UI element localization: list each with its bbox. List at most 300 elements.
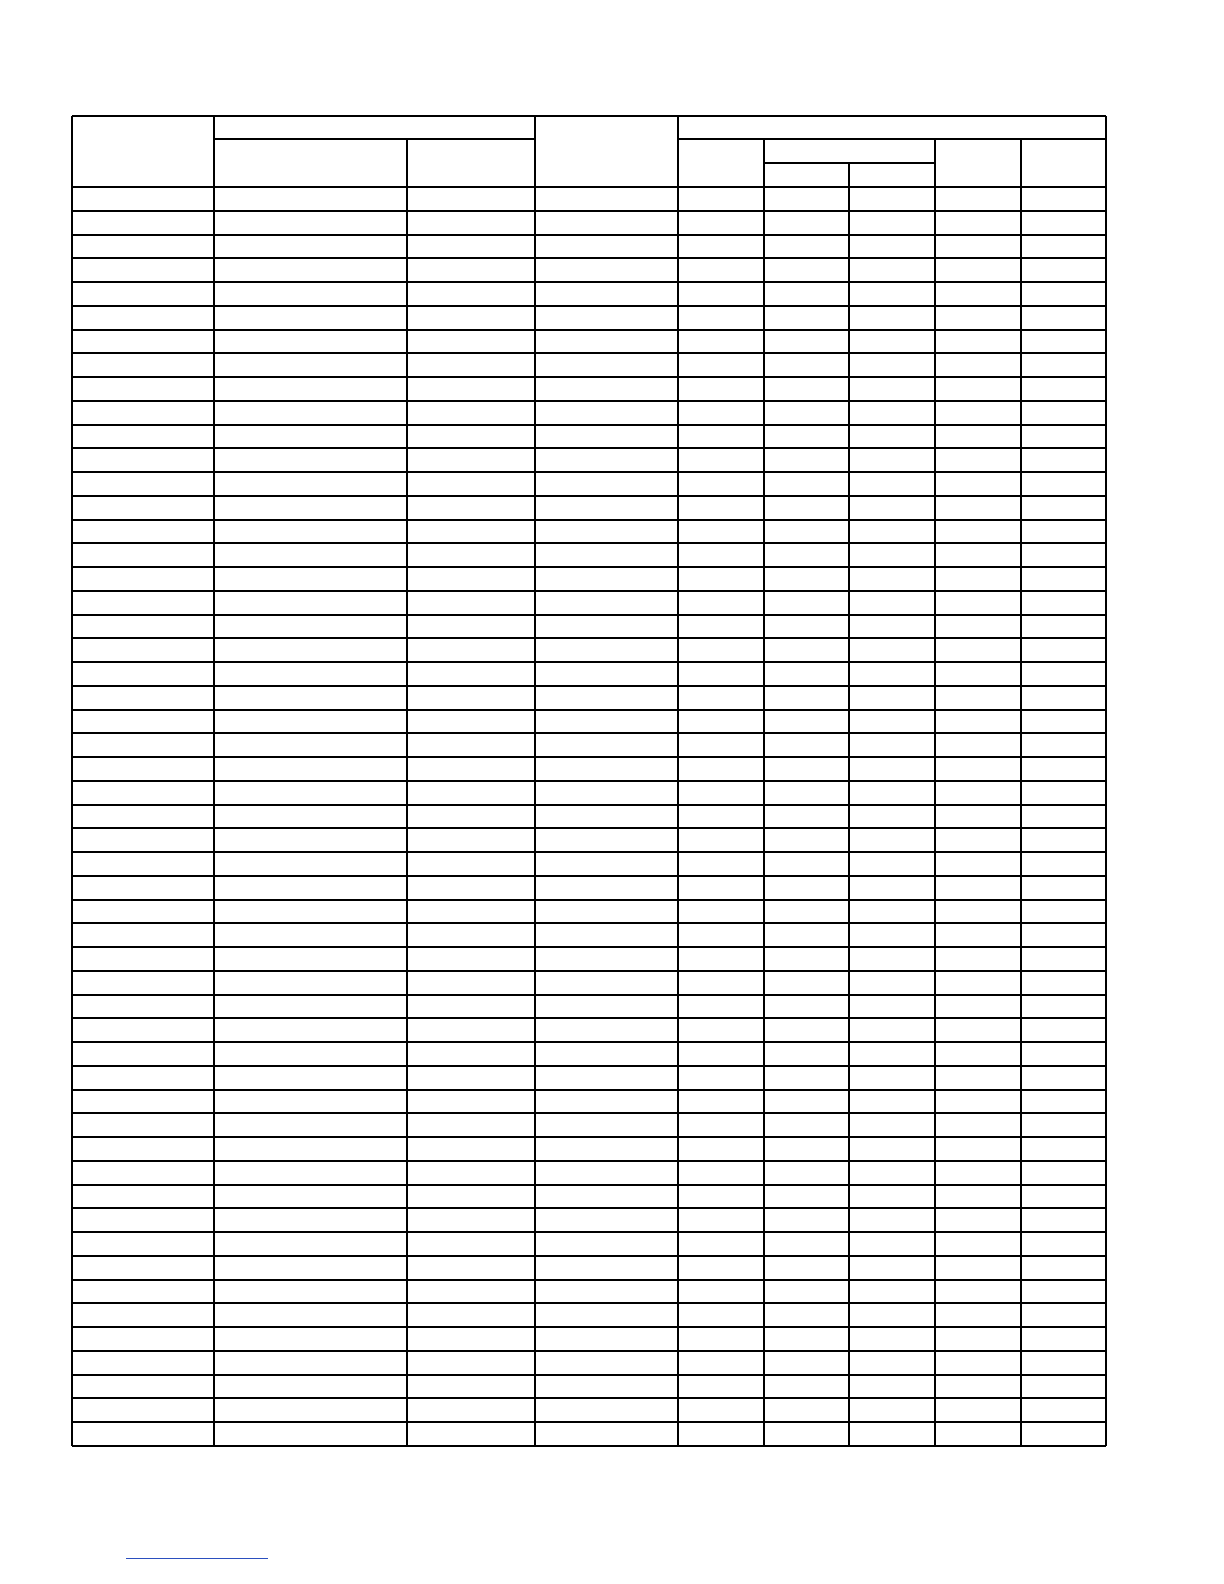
- table-cell[interactable]: [536, 758, 677, 780]
- table-cell[interactable]: [679, 972, 763, 994]
- table-cell[interactable]: [936, 544, 1020, 566]
- table-cell[interactable]: [850, 901, 934, 923]
- table-cell[interactable]: [679, 1162, 763, 1184]
- table-cell[interactable]: [765, 544, 848, 566]
- table-cell[interactable]: [215, 1138, 406, 1160]
- table-cell[interactable]: [765, 663, 848, 685]
- table-cell[interactable]: [679, 544, 763, 566]
- table-cell[interactable]: [679, 1209, 763, 1231]
- table-cell[interactable]: [408, 782, 534, 804]
- table-cell[interactable]: [215, 924, 406, 946]
- table-cell[interactable]: [936, 806, 1020, 828]
- table-cell[interactable]: [536, 449, 677, 471]
- table-cell[interactable]: [1022, 449, 1105, 471]
- table-cell[interactable]: [1022, 924, 1105, 946]
- table-cell[interactable]: [408, 1162, 534, 1184]
- table-cell[interactable]: [850, 806, 934, 828]
- table-cell[interactable]: [1022, 972, 1105, 994]
- table-cell[interactable]: [73, 497, 213, 519]
- table-cell[interactable]: [408, 331, 534, 353]
- table-cell[interactable]: [73, 996, 213, 1018]
- table-cell[interactable]: [536, 283, 677, 305]
- table-cell[interactable]: [765, 354, 848, 376]
- table-cell[interactable]: [765, 1043, 848, 1065]
- table-cell[interactable]: [408, 473, 534, 495]
- table-cell[interactable]: [215, 568, 406, 590]
- table-cell[interactable]: [679, 1328, 763, 1350]
- table-cell[interactable]: [73, 1376, 213, 1398]
- table-cell[interactable]: [936, 972, 1020, 994]
- table-cell[interactable]: [850, 1043, 934, 1065]
- table-cell[interactable]: [73, 1043, 213, 1065]
- table-cell[interactable]: [850, 1233, 934, 1255]
- table-cell[interactable]: [850, 236, 934, 258]
- table-cell[interactable]: [850, 521, 934, 543]
- table-cell[interactable]: [536, 1281, 677, 1303]
- table-cell[interactable]: [73, 711, 213, 733]
- table-cell[interactable]: [936, 948, 1020, 970]
- table-cell[interactable]: [765, 734, 848, 756]
- table-cell[interactable]: [850, 1352, 934, 1374]
- table-cell[interactable]: [850, 1138, 934, 1160]
- table-cell[interactable]: [936, 853, 1020, 875]
- table-cell[interactable]: [1022, 1352, 1105, 1374]
- table-cell[interactable]: [850, 259, 934, 281]
- table-cell[interactable]: [408, 1067, 534, 1089]
- table-cell[interactable]: [408, 188, 534, 210]
- table-cell[interactable]: [1022, 782, 1105, 804]
- table-cell[interactable]: [408, 592, 534, 614]
- table-cell[interactable]: [73, 1281, 213, 1303]
- table-cell[interactable]: [850, 1328, 934, 1350]
- table-cell[interactable]: [850, 1186, 934, 1208]
- table-cell[interactable]: [73, 1423, 213, 1445]
- table-cell[interactable]: [215, 449, 406, 471]
- table-cell[interactable]: [408, 236, 534, 258]
- table-cell[interactable]: [679, 1067, 763, 1089]
- table-cell[interactable]: [536, 1304, 677, 1326]
- table-cell[interactable]: [1022, 853, 1105, 875]
- table-cell[interactable]: [536, 1352, 677, 1374]
- table-cell[interactable]: [679, 1304, 763, 1326]
- table-cell[interactable]: [536, 948, 677, 970]
- table-cell[interactable]: [850, 1304, 934, 1326]
- table-cell[interactable]: [936, 711, 1020, 733]
- table-cell[interactable]: [215, 283, 406, 305]
- table-cell[interactable]: [536, 592, 677, 614]
- table-cell[interactable]: [215, 853, 406, 875]
- table-cell[interactable]: [1022, 1233, 1105, 1255]
- table-cell[interactable]: [679, 877, 763, 899]
- table-cell[interactable]: [408, 307, 534, 329]
- table-cell[interactable]: [215, 544, 406, 566]
- table-cell[interactable]: [408, 687, 534, 709]
- table-cell[interactable]: [936, 236, 1020, 258]
- table-cell[interactable]: [1022, 996, 1105, 1018]
- table-cell[interactable]: [679, 711, 763, 733]
- table-cell[interactable]: [536, 236, 677, 258]
- table-cell[interactable]: [73, 758, 213, 780]
- table-cell[interactable]: [850, 616, 934, 638]
- table-cell[interactable]: [850, 1376, 934, 1398]
- table-cell[interactable]: [765, 1233, 848, 1255]
- table-cell[interactable]: [215, 473, 406, 495]
- table-cell[interactable]: [408, 972, 534, 994]
- table-cell[interactable]: [536, 1162, 677, 1184]
- table-cell[interactable]: [850, 1209, 934, 1231]
- table-cell[interactable]: [215, 829, 406, 851]
- table-cell[interactable]: [215, 948, 406, 970]
- table-cell[interactable]: [215, 521, 406, 543]
- table-cell[interactable]: [536, 402, 677, 424]
- table-cell[interactable]: [1022, 521, 1105, 543]
- table-cell[interactable]: [408, 663, 534, 685]
- table-cell[interactable]: [936, 924, 1020, 946]
- table-cell[interactable]: [765, 1138, 848, 1160]
- table-cell[interactable]: [679, 212, 763, 234]
- table-cell[interactable]: [936, 782, 1020, 804]
- table-cell[interactable]: [73, 616, 213, 638]
- table-cell[interactable]: [536, 1186, 677, 1208]
- table-cell[interactable]: [1022, 1399, 1105, 1421]
- table-cell[interactable]: [215, 616, 406, 638]
- table-cell[interactable]: [850, 544, 934, 566]
- table-cell[interactable]: [936, 449, 1020, 471]
- table-cell[interactable]: [215, 639, 406, 661]
- table-cell[interactable]: [850, 1114, 934, 1136]
- table-cell[interactable]: [215, 1304, 406, 1326]
- table-cell[interactable]: [936, 996, 1020, 1018]
- table-cell[interactable]: [850, 782, 934, 804]
- table-cell[interactable]: [850, 972, 934, 994]
- table-cell[interactable]: [765, 806, 848, 828]
- table-cell[interactable]: [679, 331, 763, 353]
- table-cell[interactable]: [936, 687, 1020, 709]
- table-cell[interactable]: [73, 592, 213, 614]
- table-cell[interactable]: [215, 711, 406, 733]
- table-cell[interactable]: [765, 877, 848, 899]
- table-cell[interactable]: [850, 331, 934, 353]
- table-cell[interactable]: [679, 521, 763, 543]
- table-cell[interactable]: [408, 639, 534, 661]
- table-cell[interactable]: [1022, 734, 1105, 756]
- table-cell[interactable]: [765, 996, 848, 1018]
- table-cell[interactable]: [765, 782, 848, 804]
- table-cell[interactable]: [936, 877, 1020, 899]
- table-cell[interactable]: [679, 1091, 763, 1113]
- table-cell[interactable]: [679, 1019, 763, 1041]
- table-cell[interactable]: [73, 1399, 213, 1421]
- table-cell[interactable]: [1022, 948, 1105, 970]
- table-cell[interactable]: [679, 829, 763, 851]
- table-cell[interactable]: [73, 734, 213, 756]
- table-cell[interactable]: [1022, 473, 1105, 495]
- table-cell[interactable]: [679, 639, 763, 661]
- table-cell[interactable]: [215, 188, 406, 210]
- table-cell[interactable]: [408, 806, 534, 828]
- table-cell[interactable]: [765, 568, 848, 590]
- table-cell[interactable]: [679, 426, 763, 448]
- table-cell[interactable]: [1022, 663, 1105, 685]
- table-cell[interactable]: [936, 639, 1020, 661]
- table-cell[interactable]: [679, 378, 763, 400]
- table-cell[interactable]: [73, 307, 213, 329]
- table-cell[interactable]: [215, 1043, 406, 1065]
- table-cell[interactable]: [679, 924, 763, 946]
- table-cell[interactable]: [850, 687, 934, 709]
- table-cell[interactable]: [765, 1162, 848, 1184]
- table-cell[interactable]: [1022, 1281, 1105, 1303]
- table-cell[interactable]: [765, 711, 848, 733]
- table-cell[interactable]: [765, 1352, 848, 1374]
- table-cell[interactable]: [536, 1257, 677, 1279]
- table-cell[interactable]: [1022, 901, 1105, 923]
- table-cell[interactable]: [1022, 1019, 1105, 1041]
- table-cell[interactable]: [936, 1376, 1020, 1398]
- table-cell[interactable]: [850, 663, 934, 685]
- table-cell[interactable]: [408, 449, 534, 471]
- table-cell[interactable]: [536, 307, 677, 329]
- table-cell[interactable]: [850, 853, 934, 875]
- table-cell[interactable]: [73, 426, 213, 448]
- table-cell[interactable]: [73, 663, 213, 685]
- table-cell[interactable]: [936, 1257, 1020, 1279]
- table-cell[interactable]: [679, 853, 763, 875]
- table-cell[interactable]: [765, 616, 848, 638]
- table-cell[interactable]: [408, 1091, 534, 1113]
- table-cell[interactable]: [408, 829, 534, 851]
- table-cell[interactable]: [679, 1257, 763, 1279]
- table-cell[interactable]: [936, 1423, 1020, 1445]
- table-cell[interactable]: [765, 853, 848, 875]
- table-cell[interactable]: [408, 1399, 534, 1421]
- table-cell[interactable]: [1022, 806, 1105, 828]
- table-cell[interactable]: [765, 307, 848, 329]
- table-cell[interactable]: [1022, 1067, 1105, 1089]
- table-cell[interactable]: [936, 307, 1020, 329]
- table-cell[interactable]: [215, 331, 406, 353]
- table-cell[interactable]: [850, 1399, 934, 1421]
- table-cell[interactable]: [765, 188, 848, 210]
- table-cell[interactable]: [679, 402, 763, 424]
- table-cell[interactable]: [765, 331, 848, 353]
- table-cell[interactable]: [73, 806, 213, 828]
- table-cell[interactable]: [765, 497, 848, 519]
- table-cell[interactable]: [73, 1352, 213, 1374]
- table-cell[interactable]: [1022, 1376, 1105, 1398]
- table-cell[interactable]: [408, 758, 534, 780]
- table-cell[interactable]: [936, 1091, 1020, 1113]
- table-cell[interactable]: [1022, 1257, 1105, 1279]
- table-cell[interactable]: [1022, 829, 1105, 851]
- table-cell[interactable]: [1022, 568, 1105, 590]
- table-cell[interactable]: [936, 1209, 1020, 1231]
- table-cell[interactable]: [679, 259, 763, 281]
- table-cell[interactable]: [1022, 1423, 1105, 1445]
- table-cell[interactable]: [408, 1019, 534, 1041]
- table-cell[interactable]: [73, 1257, 213, 1279]
- table-cell[interactable]: [73, 236, 213, 258]
- table-cell[interactable]: [765, 283, 848, 305]
- table-cell[interactable]: [215, 663, 406, 685]
- table-cell[interactable]: [408, 616, 534, 638]
- table-cell[interactable]: [765, 687, 848, 709]
- table-cell[interactable]: [850, 996, 934, 1018]
- table-cell[interactable]: [536, 639, 677, 661]
- table-cell[interactable]: [765, 473, 848, 495]
- table-cell[interactable]: [215, 402, 406, 424]
- table-cell[interactable]: [1022, 331, 1105, 353]
- table-cell[interactable]: [536, 354, 677, 376]
- table-cell[interactable]: [850, 1091, 934, 1113]
- table-cell[interactable]: [73, 924, 213, 946]
- table-cell[interactable]: [215, 877, 406, 899]
- table-cell[interactable]: [1022, 1209, 1105, 1231]
- table-cell[interactable]: [765, 1304, 848, 1326]
- table-cell[interactable]: [936, 1114, 1020, 1136]
- table-cell[interactable]: [215, 1186, 406, 1208]
- table-cell[interactable]: [679, 1399, 763, 1421]
- table-cell[interactable]: [850, 283, 934, 305]
- table-cell[interactable]: [1022, 639, 1105, 661]
- table-cell[interactable]: [936, 1067, 1020, 1089]
- table-cell[interactable]: [215, 497, 406, 519]
- table-cell[interactable]: [536, 331, 677, 353]
- table-cell[interactable]: [215, 1114, 406, 1136]
- table-cell[interactable]: [73, 1209, 213, 1231]
- table-cell[interactable]: [850, 758, 934, 780]
- table-cell[interactable]: [679, 568, 763, 590]
- table-cell[interactable]: [408, 568, 534, 590]
- table-cell[interactable]: [215, 236, 406, 258]
- table-cell[interactable]: [850, 1019, 934, 1041]
- table-cell[interactable]: [936, 402, 1020, 424]
- table-cell[interactable]: [408, 402, 534, 424]
- table-cell[interactable]: [73, 1186, 213, 1208]
- table-cell[interactable]: [1022, 497, 1105, 519]
- table-cell[interactable]: [408, 1114, 534, 1136]
- table-cell[interactable]: [408, 1304, 534, 1326]
- table-cell[interactable]: [215, 592, 406, 614]
- table-cell[interactable]: [215, 1233, 406, 1255]
- table-cell[interactable]: [215, 1209, 406, 1231]
- table-cell[interactable]: [679, 188, 763, 210]
- table-cell[interactable]: [679, 283, 763, 305]
- table-cell[interactable]: [936, 426, 1020, 448]
- table-cell[interactable]: [765, 829, 848, 851]
- table-cell[interactable]: [936, 758, 1020, 780]
- table-cell[interactable]: [73, 1019, 213, 1041]
- table-cell[interactable]: [536, 1019, 677, 1041]
- table-cell[interactable]: [215, 1352, 406, 1374]
- table-cell[interactable]: [765, 1328, 848, 1350]
- table-cell[interactable]: [536, 877, 677, 899]
- table-cell[interactable]: [679, 307, 763, 329]
- table-cell[interactable]: [936, 497, 1020, 519]
- table-cell[interactable]: [679, 1186, 763, 1208]
- table-cell[interactable]: [408, 212, 534, 234]
- table-cell[interactable]: [536, 1091, 677, 1113]
- table-cell[interactable]: [679, 449, 763, 471]
- table-cell[interactable]: [936, 259, 1020, 281]
- table-cell[interactable]: [536, 1114, 677, 1136]
- table-cell[interactable]: [215, 806, 406, 828]
- table-cell[interactable]: [850, 829, 934, 851]
- table-cell[interactable]: [936, 1186, 1020, 1208]
- table-cell[interactable]: [679, 616, 763, 638]
- table-cell[interactable]: [73, 354, 213, 376]
- table-cell[interactable]: [679, 1352, 763, 1374]
- table-cell[interactable]: [679, 1043, 763, 1065]
- table-cell[interactable]: [1022, 1114, 1105, 1136]
- table-cell[interactable]: [765, 259, 848, 281]
- table-cell[interactable]: [679, 592, 763, 614]
- table-cell[interactable]: [536, 806, 677, 828]
- table-cell[interactable]: [1022, 1091, 1105, 1113]
- table-cell[interactable]: [73, 782, 213, 804]
- table-cell[interactable]: [536, 829, 677, 851]
- table-cell[interactable]: [679, 948, 763, 970]
- table-cell[interactable]: [73, 1091, 213, 1113]
- table-cell[interactable]: [215, 1399, 406, 1421]
- table-cell[interactable]: [536, 711, 677, 733]
- table-cell[interactable]: [850, 1162, 934, 1184]
- table-cell[interactable]: [850, 639, 934, 661]
- table-cell[interactable]: [850, 592, 934, 614]
- table-cell[interactable]: [850, 307, 934, 329]
- table-cell[interactable]: [73, 687, 213, 709]
- table-cell[interactable]: [536, 1043, 677, 1065]
- table-cell[interactable]: [765, 378, 848, 400]
- table-cell[interactable]: [850, 568, 934, 590]
- table-cell[interactable]: [936, 1281, 1020, 1303]
- table-cell[interactable]: [679, 1114, 763, 1136]
- table-cell[interactable]: [936, 1138, 1020, 1160]
- table-cell[interactable]: [936, 568, 1020, 590]
- table-cell[interactable]: [536, 616, 677, 638]
- table-cell[interactable]: [936, 1328, 1020, 1350]
- table-cell[interactable]: [1022, 212, 1105, 234]
- table-cell[interactable]: [1022, 259, 1105, 281]
- table-cell[interactable]: [679, 1376, 763, 1398]
- table-cell[interactable]: [536, 568, 677, 590]
- table-cell[interactable]: [536, 1376, 677, 1398]
- table-cell[interactable]: [850, 378, 934, 400]
- table-cell[interactable]: [73, 212, 213, 234]
- table-cell[interactable]: [1022, 1043, 1105, 1065]
- table-cell[interactable]: [408, 259, 534, 281]
- table-cell[interactable]: [1022, 544, 1105, 566]
- table-cell[interactable]: [679, 806, 763, 828]
- table-cell[interactable]: [408, 497, 534, 519]
- table-cell[interactable]: [215, 1376, 406, 1398]
- table-cell[interactable]: [850, 1281, 934, 1303]
- table-cell[interactable]: [850, 188, 934, 210]
- table-cell[interactable]: [850, 449, 934, 471]
- table-cell[interactable]: [679, 901, 763, 923]
- table-cell[interactable]: [215, 259, 406, 281]
- table-cell[interactable]: [936, 188, 1020, 210]
- table-cell[interactable]: [408, 1328, 534, 1350]
- table-cell[interactable]: [73, 378, 213, 400]
- table-cell[interactable]: [73, 1138, 213, 1160]
- table-cell[interactable]: [1022, 188, 1105, 210]
- table-cell[interactable]: [765, 1114, 848, 1136]
- table-cell[interactable]: [679, 1423, 763, 1445]
- table-cell[interactable]: [73, 853, 213, 875]
- table-cell[interactable]: [765, 521, 848, 543]
- table-cell[interactable]: [850, 1423, 934, 1445]
